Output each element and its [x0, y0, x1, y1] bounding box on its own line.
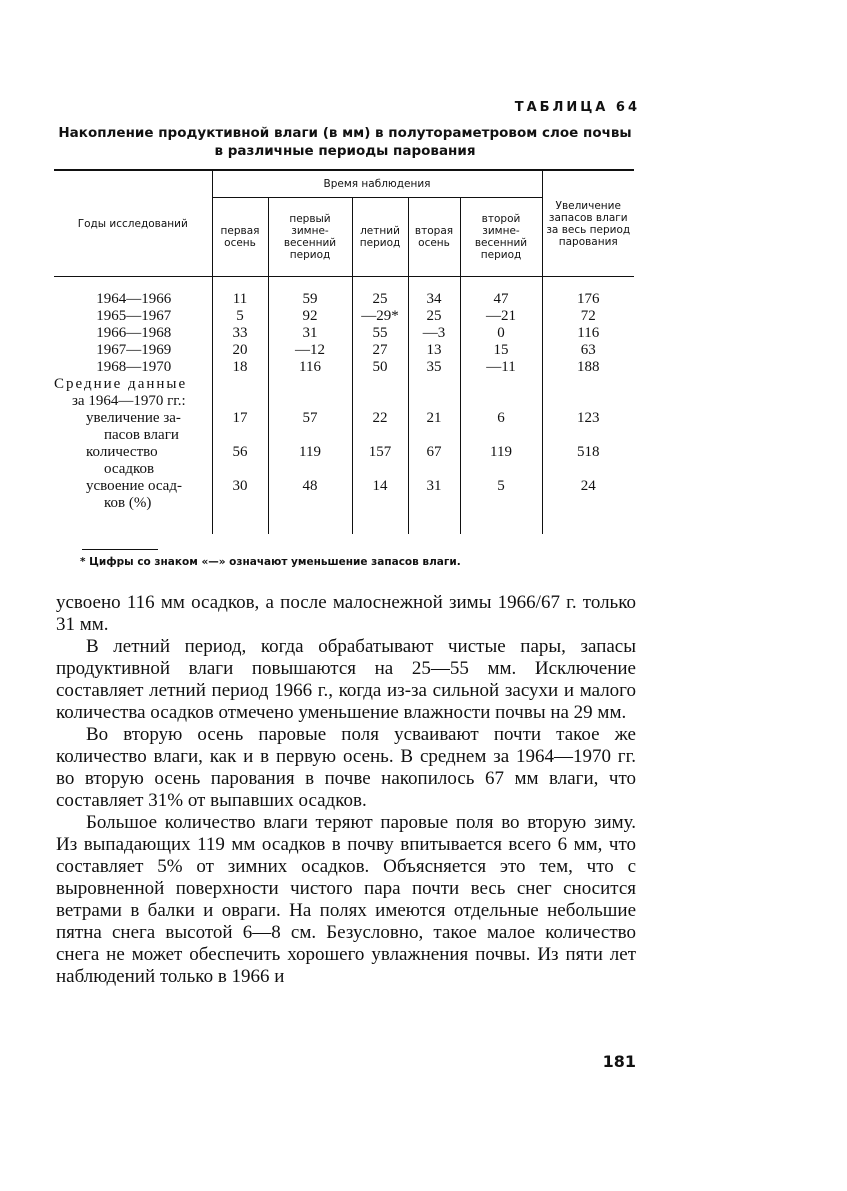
footnote-divider	[82, 549, 158, 550]
table-row	[54, 444, 634, 461]
table-row	[54, 410, 634, 427]
header-col-4: вторая осень	[408, 198, 460, 277]
row-year: 1964—1966	[96, 291, 172, 307]
row-label-cont: пасов влаги	[104, 427, 179, 443]
averages-heading: Средние данные	[54, 376, 188, 392]
page-number: 181	[602, 1052, 636, 1071]
cell: —3	[408, 325, 460, 342]
cell: 119	[268, 444, 352, 461]
cell: 157	[352, 444, 408, 461]
row-label-cont: осадков	[104, 461, 155, 477]
cell: 35	[408, 359, 460, 376]
row-label: увеличение за-	[86, 410, 181, 426]
table-row	[54, 342, 634, 359]
row-year: 1966—1968	[96, 325, 172, 341]
cell: 27	[352, 342, 408, 359]
cell: 25	[408, 308, 460, 325]
cell: 31	[268, 325, 352, 342]
header-observation-time: Время наблюдения	[212, 170, 542, 198]
cell: 188	[542, 359, 634, 376]
table-row	[54, 478, 634, 495]
paragraph: Большое количество влаги теряют паровые поля во вторую зиму. Из выпадающих 119 мм осадков в почву впитывается всего 6 мм, что составляет 5% от зимних осадков. Объясняется это тем, что с выровненной поверхности чистого пара почти весь снег сносится ветрами в балки и овраги. На полях имеются отдельные небольшие пятна снега высотой 6—8 см. Безусловно, такое малое количество снега не может обеспечить хорошего увлажнения почвы. Из пяти лет наблюдений только в 1966 и	[56, 812, 636, 987]
cell: 50	[352, 359, 408, 376]
cell: —21	[460, 308, 542, 325]
cell: 116	[542, 325, 634, 342]
moisture-table	[54, 169, 634, 534]
table-row	[54, 359, 634, 376]
cell: 56	[212, 444, 268, 461]
cell: 518	[542, 444, 634, 461]
cell: 18	[212, 359, 268, 376]
cell: 33	[212, 325, 268, 342]
cell: 67	[408, 444, 460, 461]
cell: 119	[460, 444, 542, 461]
paragraph: Во вторую осень паровые поля усваивают почти такое же количество влаги, как и в первую осень. В среднем за 1964—1970 гг. во вторую осень парования в почве накопилось 67 мм влаги, что составляет 31% от выпавших осадков.	[56, 724, 636, 811]
cell: 15	[460, 342, 542, 359]
cell: 0	[460, 325, 542, 342]
cell: 116	[268, 359, 352, 376]
cell: 31	[408, 478, 460, 495]
cell: 13	[408, 342, 460, 359]
cell: 123	[542, 410, 634, 427]
row-label-cont: ков (%)	[104, 495, 152, 511]
cell: 22	[352, 410, 408, 427]
table-row	[54, 376, 634, 393]
cell: 5	[212, 308, 268, 325]
cell: 17	[212, 410, 268, 427]
cell: —12	[268, 342, 352, 359]
cell: —11	[460, 359, 542, 376]
table-number: ТАБЛИЦА 64	[514, 100, 640, 115]
row-year: 1967—1969	[96, 342, 172, 358]
table-caption: Накопление продуктивной влаги (в мм) в полутораметровом слое почвы в различные периоды парования	[58, 125, 632, 159]
cell: 57	[268, 410, 352, 427]
footnote: * Цифры со знаком «—» означают уменьшение запасов влаги.	[80, 556, 461, 568]
row-label: количество	[86, 444, 158, 460]
header-col-3: летний период	[352, 198, 408, 277]
row-year: 1968—1970	[96, 359, 172, 375]
cell: 6	[460, 410, 542, 427]
row-label: усвоение осад-	[86, 478, 182, 494]
cell: 92	[268, 308, 352, 325]
header-total-increase: Увеличение запасов влаги за весь период парования	[542, 170, 634, 277]
body-text	[56, 592, 636, 988]
cell: 176	[542, 291, 634, 308]
table-row	[54, 325, 634, 342]
row-year: 1965—1967	[96, 308, 172, 324]
cell: 47	[460, 291, 542, 308]
header-col-1: первая осень	[212, 198, 268, 277]
cell: 48	[268, 478, 352, 495]
cell: 5	[460, 478, 542, 495]
cell: 25	[352, 291, 408, 308]
cell: 24	[542, 478, 634, 495]
cell: 55	[352, 325, 408, 342]
header-col-5: второй зимне-весенний период	[460, 198, 542, 277]
header-years: Годы исследований	[54, 170, 212, 277]
cell: —29*	[352, 308, 408, 325]
table-row	[54, 308, 634, 325]
cell: 72	[542, 308, 634, 325]
cell: 30	[212, 478, 268, 495]
averages-period: за 1964—1970 гг.:	[72, 393, 186, 409]
table-row	[54, 291, 634, 308]
cell: 20	[212, 342, 268, 359]
cell: 63	[542, 342, 634, 359]
cell: 59	[268, 291, 352, 308]
table-row	[54, 393, 634, 410]
header-col-2: первый зимне-весенний период	[268, 198, 352, 277]
cell: 14	[352, 478, 408, 495]
cell: 11	[212, 291, 268, 308]
cell: 21	[408, 410, 460, 427]
cell: 34	[408, 291, 460, 308]
paragraph: В летний период, когда обрабатывают чистые пары, запасы продуктивной влаги повышаются на 25—55 мм. Исключение составляет летний период 1966 г., когда из-за сильной засухи и малого количества осадков отмечено уменьшение влажности почвы на 29 мм.	[56, 636, 636, 723]
paragraph: усвоено 116 мм осадков, а после малоснежной зимы 1966/67 г. только 31 мм.	[56, 592, 636, 635]
